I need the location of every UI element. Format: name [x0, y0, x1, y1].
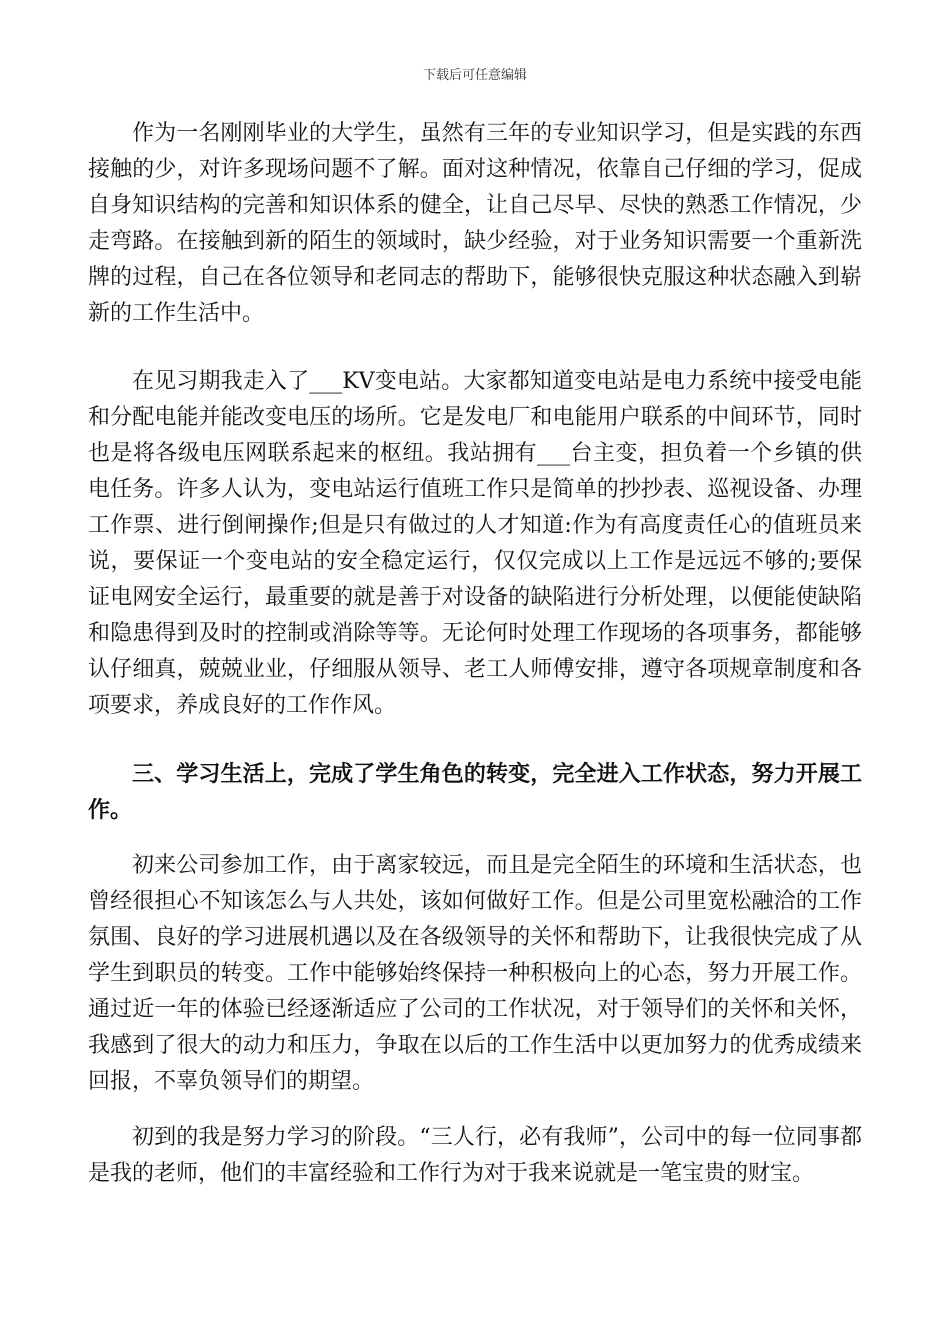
page-header: 下载后可任意编辑 [422, 68, 527, 83]
section-heading: 三、学习生活上，完成了学生角色的转变，完全进入工作状态，努力开展工作。 [88, 761, 862, 823]
paragraph-intro: 作为一名刚刚毕业的大学生，虽然有三年的专业知识学习，但是实践的东西接触的少，对许多现场问题不了解。面对这种情况，依靠自己仔细的学习，促成自身知识结构的完善和知识体系的健全，让自己尽早、尽快的熟悉工作情况，少走弯路。在接触到新的陌生的领域时，缺少经验，对于业务知识需要一个重新洗牌的过程，自己在各位领导和老同志的帮助下，能够很快克服这种状态融入到崭新的工作生活中。 [88, 121, 862, 326]
paragraph-adaptation: 初来公司参加工作，由于离家较远，而且是完全陌生的环境和生活状态，也曾经很担心不知该怎么与人共处，该如何做好工作。但是公司里宽松融洽的工作氛围、良好的学习进展机遇以及在各级领导的关怀和帮助下，让我很快完成了从学生到职员的转变。工作中能够始终保持一种积极向上的心态，努力开展工作。通过近一年的体验已经逐渐适应了公司的工作状况，对于领导们的关怀和关怀，我感到了很大的动力和压力，争取在以后的工作生活中以更加努力的优秀成绩来回报，不辜负领导们的期望。 [88, 853, 862, 1094]
paragraph-substation: 在见习期我走入了___KV变电站。大家都知道变电站是电力系统中接受电能和分配电能并能改变电压的场所。它是发电厂和电能用户联系的中间环节，同时也是将各级电压网联系起来的枢纽。我站拥有___台主变，担负着一个乡镇的供电任务。许多人认为，变电站运行值班工作只是简单的抄抄表、巡视设备、办理工作票、进行倒闸操作;但是只有做过的人才知道:作为有高度责任心的值班员来说，要保证一个变电站的安全稳定运行，仅仅完成以上工作是远远不够的;要保证电网安全运行，最重要的就是善于对设备的缺陷进行分析处理，以便能使缺陷和隐患得到及时的控制或消除等等。无论何时处理工作现场的各项事务，都能够认仔细真，兢兢业业，仔细服从领导、老工人师傅安排，遵守各项规章制度和各项要求，养成良好的工作作风。 [88, 369, 862, 718]
document-body [88, 116, 862, 1192]
paragraph-learning: 初到的我是努力学习的阶段。“三人行，必有我师”，公司中的每一位同事都是我的老师，他们的丰富经验和工作行为对于我来说就是一笔宝贵的财宝。 [88, 1125, 862, 1186]
